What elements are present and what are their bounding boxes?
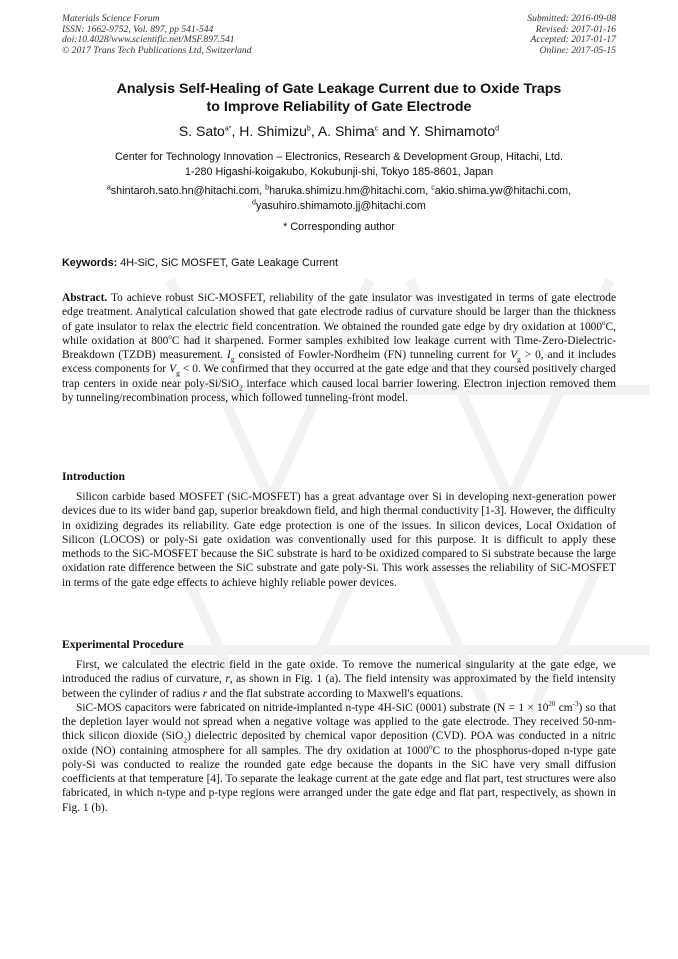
abstract-text: C, while oxidation at 800 [62, 320, 616, 347]
chemical-subscript: 2 [239, 382, 243, 392]
doi: doi:10.4028/www.scientific.net/MSF.897.541 [62, 34, 235, 46]
keywords [62, 256, 616, 270]
email-link-c[interactable]: akio.shima.yw@hitachi.com [434, 185, 569, 197]
author-superscript: b [306, 125, 311, 133]
author-separator: , [231, 123, 240, 139]
affiliation-line-2: 1-280 Higashi-koigakubo, Kokubunji-shi, Tokyo 185-8601, Japan [184, 165, 494, 178]
corresponding-author-note: * Corresponding author [283, 221, 395, 233]
math-symbol: V [510, 349, 518, 361]
author-name: S. Sato [178, 123, 225, 139]
email-link-d[interactable]: yasuhiro.shimamoto.jj@hitachi.com [255, 199, 426, 212]
exponent: 20 [548, 699, 556, 708]
paragraph-text: ) dielectric deposited by chemical vapor deposition (CVD). POA was conducted in a nitric oxide (NO) containing atmosphere for all samples. The dry oxidation at 1000 [62, 730, 616, 757]
email-separator: , [259, 185, 266, 197]
author-superscript: a* [224, 125, 232, 133]
author-name: Y. Shimamoto [409, 123, 496, 139]
paragraph-text: SiC-MOS capacitors were fabricated on nitride-implanted n-type 4H-SiC (0001) substrate (N = 1 × 10 [76, 701, 549, 714]
introduction-body [62, 490, 616, 590]
title-line-2: to Improve Reliability of Gate Electrode [206, 99, 472, 115]
author-separator: , [310, 123, 318, 139]
author-superscript: d [495, 125, 500, 133]
author-name: H. Shimizu [239, 123, 307, 139]
degree-symbol: o [428, 742, 433, 751]
accepted-date: Accepted: 2017-01-17 [530, 34, 616, 46]
abstract [62, 291, 616, 405]
affiliation-line-1: Center for Technology Innovation – Electronics, Research & Development Group, Hitachi, Ltd. [114, 151, 564, 163]
journal-name: Materials Science Forum [62, 13, 160, 24]
email-separator: , [568, 185, 572, 197]
degree-symbol: o [168, 332, 172, 341]
paper-title [62, 80, 616, 116]
abstract-text: C had it sharpened. Former samples exhibited low leakage current with Time-Zero-Dielectric-Breakdown (TZDB) measurement. [62, 334, 616, 361]
abstract-text: < 0. We confirmed that they occurred at the gate edge and that they coursed positively charged trap centers in oxide near poly-Si/SiO [62, 363, 617, 390]
math-symbol: I [227, 349, 231, 361]
math-symbol: r [202, 687, 208, 700]
math-symbol: V [169, 363, 177, 376]
email-separator: , [425, 185, 432, 197]
section-heading-experimental: Experimental Procedure [62, 638, 184, 651]
issn-volume-pages: ISSN: 1662-9752, Vol. 897, pp 541-544 [62, 23, 214, 35]
paragraph-text: First, we calculated the electric field in the gate oxide. To remove the numerical singularity at the gate edge, we introduced the radius of curvature, [62, 659, 616, 686]
paragraph-text: , as shown in Fig. 1 (a). The field intensity was approximated by the field intensity between the cylinder of radius [62, 673, 616, 700]
title-line-1: Analysis Self-Healing of Gate Leakage Current due to Oxide Traps [116, 81, 562, 97]
affiliation [62, 150, 616, 179]
math-subscript: g [230, 354, 235, 364]
copyright: © 2017 Trans Tech Publications Ltd, Switzerland [62, 44, 252, 56]
email-superscript: b [265, 184, 270, 192]
keywords-text: 4H-SiC, SiC MOSFET, Gate Leakage Current [117, 257, 339, 269]
author-superscript: c [374, 125, 379, 133]
paragraph-text: ) so that the depletion layer would not spread when a negative voltage was applied to the gate electrode. They received 50-nm-thick silicon dioxide (SiO [62, 701, 617, 743]
abstract-text: > 0, and it includes excess components for [62, 349, 616, 376]
paragraph: Silicon carbide based MOSFET (SiC-MOSFET) has a great advantage over Si in developing next-generation power devices due to its wider band gap, superior breakdown field, and high thermal conductivity [1-3]. However, the difficulty in oxidizing degrades its reliability. Gate edge protection is one of the issues. In silicon devices, Local Oxidation of Silicon (LOCOS) or poly-Si gate oxidation was conventionally used for this purpose. It is difficult to apply these methods to the SiC-MOSFET because the SiC substrate is hard to be oxidized compared to Si substrate because the large oxidation rate difference between the SiC substrate and gate poly-Si. This work assesses the reliability of SiC-MOSFET in terms of the gate edge effects to achieve highly reliable power devices. [62, 491, 616, 589]
math-subscript: g [176, 368, 180, 378]
email-superscript: a [106, 184, 111, 192]
paragraph [62, 658, 616, 701]
abstract-text: interface which caused local barrier lowering. Electron injection removed them by tunneling/recombination process, which followed tunneling-front model. [62, 377, 617, 404]
paragraph [62, 701, 616, 815]
submitted-date: Submitted: 2016-09-08 [527, 13, 616, 24]
section-heading-introduction: Introduction [62, 470, 125, 483]
email-line-1 [62, 184, 616, 199]
chemical-subscript: 2 [183, 735, 188, 745]
journal-info [62, 14, 252, 56]
degree-symbol: o [602, 318, 606, 327]
math-subscript: g [517, 354, 521, 364]
paragraph-text: cm [555, 701, 573, 714]
author-list [62, 122, 616, 140]
exponent: -3 [572, 699, 579, 708]
abstract-text: To achieve robust SiC-MOSFET, reliability of the gate insulator was investigated in terms of gate electrode edge treatment. Analytical calculation showed that gate electrode radius of curvature should be larger than the thickness of gate insulator to relax the electric field concentration. We obtained the rounded gate edge by dry oxidation at 1000 [62, 292, 616, 333]
paragraph-text: C to the phosphorus-doped n-type gate poly-Si was conducted to realize the rounded gate edge because the dopants in the SiC have very small diffusion coefficients at that temperature [4]. To separate the leakage current at the gate edge and flat part, test structures were also fabricated, in which n-type and p-type regions were arranged under the gate edge and flat part, respectively, as shown in Fig. 1 (b). [62, 744, 617, 814]
keywords-label: Keywords: [62, 257, 118, 269]
author-separator: and [378, 123, 410, 139]
email-superscript: c [431, 184, 435, 192]
author-emails [62, 184, 616, 213]
email-line-2 [62, 199, 616, 214]
math-symbol: r [225, 673, 230, 686]
revised-date: Revised: 2017-01-16 [535, 23, 616, 35]
email-link-a[interactable]: shintaroh.sato.hn@hitachi.com [110, 185, 260, 197]
paragraph-text: and the flat substrate according to Maxwell's equations. [207, 687, 464, 700]
abstract-text: consisted of Fowler-Nordheim (FN) tunneling current for [234, 349, 511, 361]
submission-dates [527, 14, 616, 56]
email-link-b[interactable]: haruka.shimizu.hm@hitachi.com [269, 185, 426, 197]
author-name: A. Shima [317, 123, 375, 139]
abstract-label: Abstract. [62, 292, 108, 304]
online-date: Online: 2017-05-15 [539, 44, 616, 56]
experimental-body [62, 658, 616, 815]
email-superscript: d [252, 198, 256, 206]
